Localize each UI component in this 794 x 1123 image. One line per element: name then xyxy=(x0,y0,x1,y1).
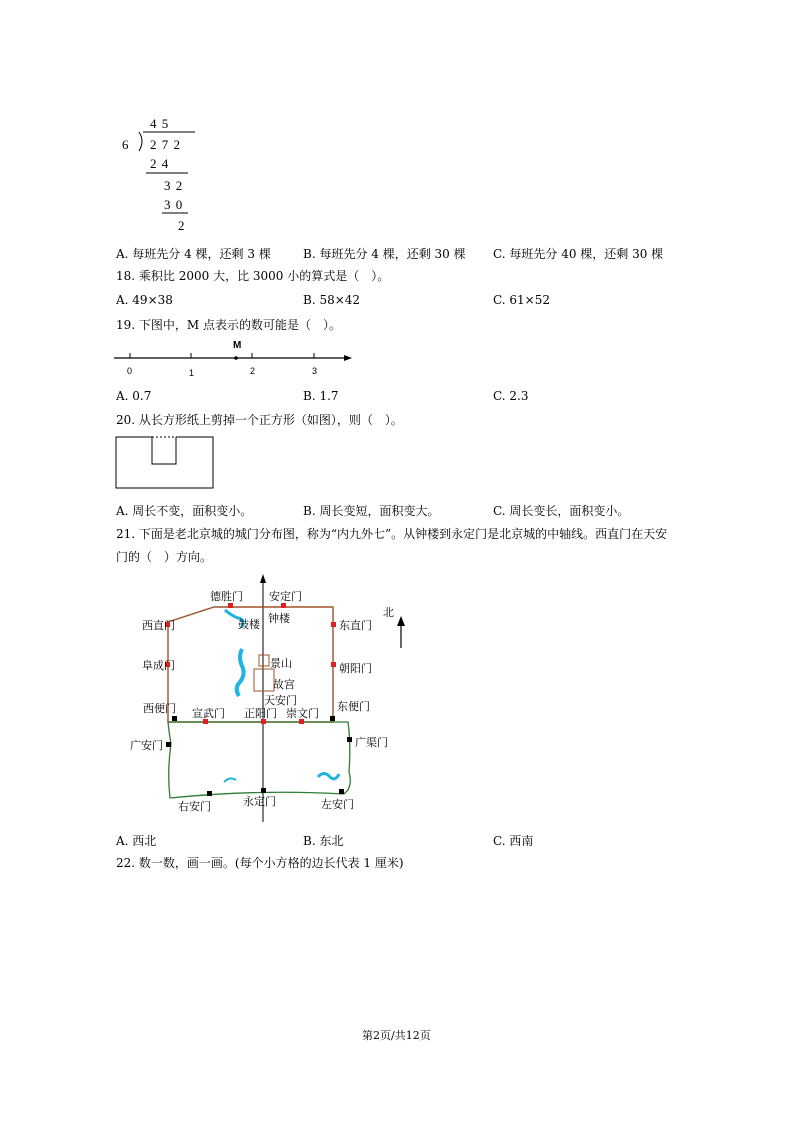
division-remainder: 2 xyxy=(178,218,185,233)
label-tiananmen: 天安门 xyxy=(264,694,297,707)
cut-rectangle-figure xyxy=(115,436,215,490)
point-m-label: M xyxy=(233,340,242,351)
q18-option-a[interactable]: A. 49×38 xyxy=(116,293,173,307)
gate-label-zhengyangmen: 正阳门 xyxy=(244,707,277,720)
gate-label-xibianmen: 西便门 xyxy=(143,702,176,715)
jingshan-mark xyxy=(259,655,269,666)
point-m-marker xyxy=(234,356,238,360)
division-step1: 2 4 xyxy=(150,156,170,171)
water-south-east xyxy=(318,774,339,779)
tick-label-2: 2 xyxy=(250,366,256,376)
label-gulou: 鼓楼 xyxy=(238,618,260,631)
page-footer: 第2页/共12页 xyxy=(362,1029,431,1042)
q18-question: 18. 乘积比 2000 大，比 3000 小的算式是（ ）。 xyxy=(116,269,390,283)
division-step3: 3 0 xyxy=(164,197,184,212)
q19-option-c[interactable]: C. 2.3 xyxy=(493,389,529,403)
division-dividend: 2 7 2 xyxy=(150,137,181,152)
gate-label-youanmen: 右安门 xyxy=(178,800,211,813)
tick-label-0: 0 xyxy=(127,366,133,376)
tick-label-1: 1 xyxy=(189,368,195,378)
water-south-west xyxy=(224,778,236,782)
q19-option-b[interactable]: B. 1.7 xyxy=(303,389,339,403)
gate-label-chongwenmen: 崇文门 xyxy=(286,707,319,720)
division-rule-1 xyxy=(146,172,196,175)
gate-label-fuchengmen: 阜成门 xyxy=(142,659,175,672)
gate-label-dongbianmen: 东便门 xyxy=(337,700,370,713)
q21-option-c[interactable]: C. 西南 xyxy=(493,834,534,848)
division-step2: 3 2 xyxy=(164,178,184,193)
gate-label-guanganmen: 广安门 xyxy=(130,739,163,752)
label-gugong: 故宫 xyxy=(273,678,295,691)
q20-option-a[interactable]: A. 周长不变，面积变小。 xyxy=(116,504,253,518)
q18-option-b[interactable]: B. 58×42 xyxy=(303,293,361,307)
q19-question: 19. 下图中，M 点表示的数可能是（ ）。 xyxy=(116,318,342,332)
gate-label-chaoyangmen: 朝阳门 xyxy=(339,662,372,675)
q20-option-c[interactable]: C. 周长变长，面积变小。 xyxy=(493,504,630,518)
gate-label-deshengmen: 德胜门 xyxy=(210,590,243,603)
label-jingshan: 景山 xyxy=(270,657,292,670)
outer-gate-markers xyxy=(166,716,352,796)
division-rule-2 xyxy=(162,212,192,215)
gugong-mark xyxy=(254,669,274,691)
gate-label-dongzhimen: 东直门 xyxy=(339,619,372,632)
gate-label-zuoanmen: 左安门 xyxy=(321,798,354,811)
outer-city-wall xyxy=(168,722,350,798)
q20-option-b[interactable]: B. 周长变短，面积变大。 xyxy=(303,504,440,518)
q17-option-b[interactable]: B. 每班先分 4 棵，还剩 30 棵 xyxy=(303,247,466,261)
tick-label-3: 3 xyxy=(312,366,318,376)
q17-option-a[interactable]: A. 每班先分 4 棵，还剩 3 棵 xyxy=(116,247,271,261)
north-label: 北 xyxy=(383,606,394,619)
q21-question-line2: 门的（ ）方向。 xyxy=(116,550,213,564)
q21-option-b[interactable]: B. 东北 xyxy=(303,834,344,848)
gate-label-xuanwumen: 宣武门 xyxy=(192,707,225,720)
gate-label-xizhimen: 西直门 xyxy=(142,619,175,632)
q20-question: 20. 从长方形纸上剪掉一个正方形（如图），则（ ）。 xyxy=(116,413,403,427)
gate-label-guangqumen: 广渠门 xyxy=(355,736,388,749)
q21-question-line1: 21. 下面是老北京城的城门分布图，称为“内九外七”。从钟楼到永定门是北京城的中轴线。西直门在天安 xyxy=(116,527,668,541)
q19-option-a[interactable]: A. 0.7 xyxy=(116,389,152,403)
gate-label-yongdingmen: 永定门 xyxy=(243,795,276,808)
q18-option-c[interactable]: C. 61×52 xyxy=(493,293,550,307)
q17-option-c[interactable]: C. 每班先分 40 棵，还剩 30 棵 xyxy=(493,247,664,261)
gate-label-andingmen: 安定门 xyxy=(269,590,302,603)
label-zhonglou: 钟楼 xyxy=(268,612,290,625)
division-divisor: 6 xyxy=(122,137,129,152)
q22-question: 22. 数一数，画一画。(每个小方格的边长代表 1 厘米) xyxy=(116,856,404,870)
division-quotient: 4 5 xyxy=(150,116,170,131)
water-center xyxy=(237,649,244,696)
q21-option-a[interactable]: A. 西北 xyxy=(116,834,157,848)
